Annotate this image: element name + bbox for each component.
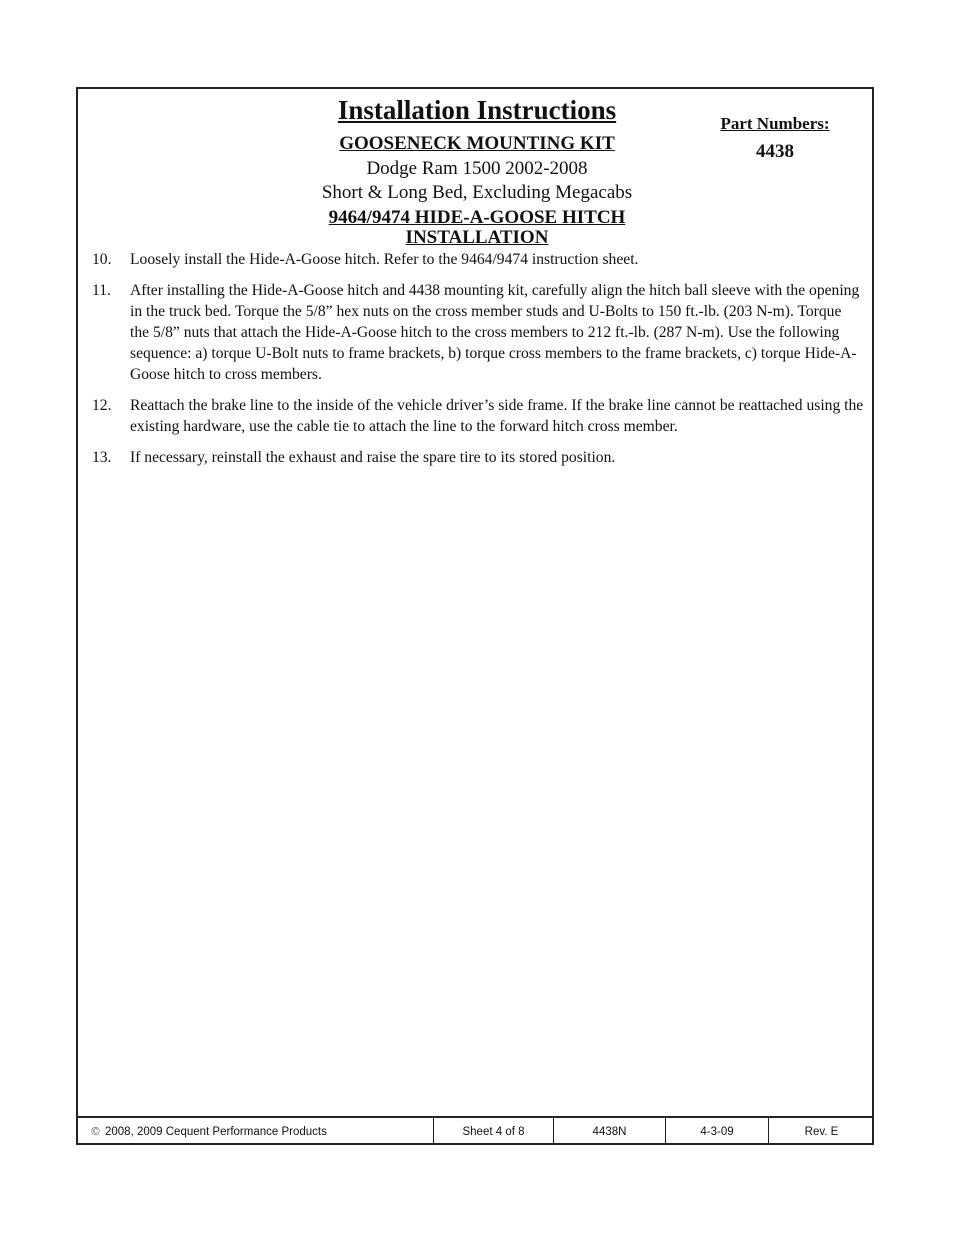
- section-title: INSTALLATION: [405, 227, 549, 248]
- vehicle-line: Dodge Ram 1500 2002-2008: [366, 158, 588, 179]
- part-number: 4438: [756, 141, 794, 162]
- footer-revision: Rev. E: [804, 1125, 839, 1138]
- page-title: Installation Instructions: [337, 95, 617, 125]
- footer-date: 4-3-09: [666, 1118, 769, 1145]
- copyright-text: 2008, 2009 Cequent Performance Products: [105, 1125, 327, 1138]
- footer-doc-number: 4438N: [554, 1118, 666, 1145]
- step-number: 13.: [92, 449, 112, 466]
- step-text: After installing the Hide-A-Goose hitch and 4438 mounting kit, carefully align the hitch ball sleeve with the opening in the truck bed. Torque the 5/8” hex nuts on the cross member studs and U-Bolts to 150 ft.-lb. (203 N-m). Torque the 5/8” nuts that attach the Hide-A-Goose hitch to the cross members to 212 ft.-lb. (287 N-m). Use the following sequence: a) torque U-Bolt nuts to frame brackets, b) torque cross members to the frame brackets, c) torque Hide-A-Goose hitch to cross members.: [130, 282, 860, 383]
- bed-line: Short & Long Bed, Excluding Megacabs: [321, 182, 633, 203]
- kit-title: GOOSENECK MOUNTING KIT: [339, 133, 615, 154]
- step-item: [92, 280, 864, 385]
- step-text: Loosely install the Hide-A-Goose hitch. Refer to the 9464/9474 instruction sheet.: [130, 251, 639, 268]
- hitch-title: 9464/9474 HIDE-A-GOOSE HITCH: [328, 207, 626, 228]
- step-number: 12.: [92, 397, 112, 414]
- part-numbers-label: Part Numbers:: [720, 114, 830, 133]
- step-text: If necessary, reinstall the exhaust and raise the spare tire to its stored position.: [130, 449, 616, 466]
- step-text: Reattach the brake line to the inside of the vehicle driver’s side frame. If the brake line cannot be reattached using the existing hardware, use the cable tie to attach the line to the forward hitch cross member.: [130, 397, 864, 435]
- footer: [76, 1116, 874, 1145]
- step-item: [92, 447, 864, 468]
- step-number: 11.: [92, 282, 111, 299]
- step-item: [92, 395, 864, 437]
- step-item: [92, 249, 864, 270]
- instruction-steps: [92, 249, 864, 478]
- footer-copyright-cell: [76, 1118, 434, 1145]
- copyright-icon: ©: [90, 1125, 101, 1138]
- step-number: 10.: [92, 251, 112, 268]
- footer-sheet: Sheet 4 of 8: [434, 1118, 554, 1145]
